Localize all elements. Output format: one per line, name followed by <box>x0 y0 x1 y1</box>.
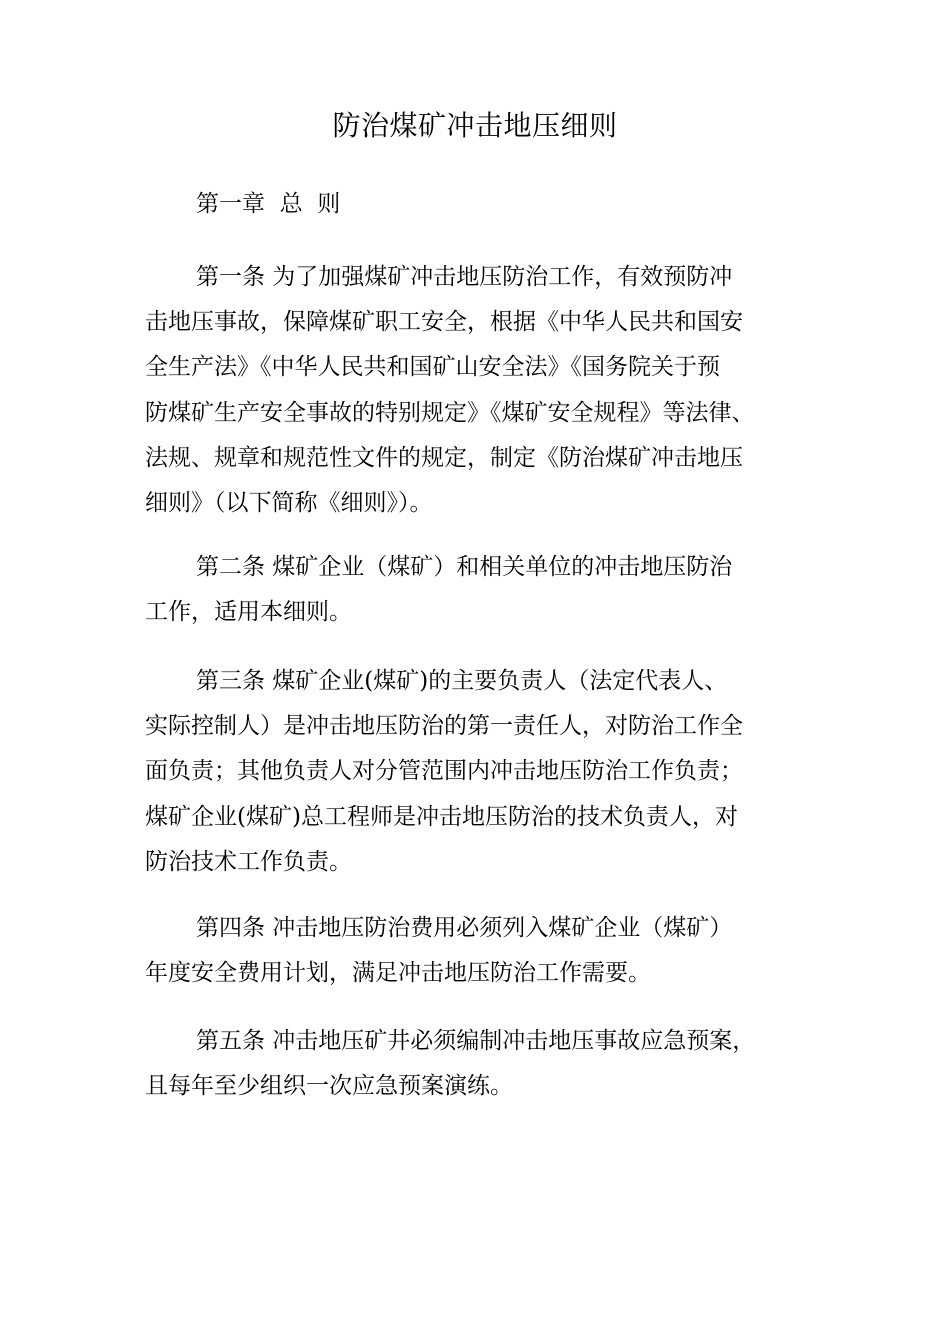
article-line: 第二条 煤矿企业（煤矿）和相关单位的冲击地压防治 <box>196 554 733 580</box>
article-3 <box>145 659 820 885</box>
article-line: 年度安全费用计划，满足冲击地压防治工作需要。 <box>145 960 651 987</box>
article-2 <box>145 545 820 635</box>
article-line: 全生产法》《中华人民共和国矿山安全法》《国务院关于预 <box>145 354 720 381</box>
article-line: 第四条 冲击地压防治费用必须列入煤矿企业（煤矿） <box>196 915 733 941</box>
article-line: 工作，适用本细则。 <box>145 599 352 626</box>
chapter-heading: 第一章 总 则 <box>196 191 341 217</box>
article-line: 细则》（以下简称《细则》）。 <box>145 489 433 516</box>
article-line: 击地压事故，保障煤矿职工安全，根据《中华人民共和国安 <box>145 309 743 336</box>
article-line: 防治技术工作负责。 <box>145 848 352 875</box>
article-5 <box>145 1019 820 1109</box>
article-line: 第三条 煤矿企业(煤矿)的主要负责人（法定代表人、 <box>196 668 728 694</box>
article-line: 防煤矿生产安全事故的特别规定》《煤矿安全规程》等法律、 <box>145 399 755 426</box>
article-4 <box>145 906 820 996</box>
article-line: 法规、规章和规范性文件的规定，制定《防治煤矿冲击地压 <box>145 444 743 471</box>
article-line: 第五条 冲击地压矿井必须编制冲击地压事故应急预案， <box>196 1028 756 1054</box>
article-line: 实际控制人）是冲击地压防治的第一责任人，对防治工作全 <box>145 713 743 740</box>
article-line: 且每年至少组织一次应急预案演练。 <box>145 1073 513 1100</box>
article-line: 第一条 为了加强煤矿冲击地压防治工作，有效预防冲 <box>196 264 733 290</box>
document-title: 防治煤矿冲击地压细则 <box>332 109 618 142</box>
article-line: 面负责；其他负责人对分管范围内冲击地压防治工作负责； <box>145 758 743 785</box>
article-line: 煤矿企业(煤矿)总工程师是冲击地压防治的技术负责人，对 <box>145 803 738 830</box>
article-1 <box>145 255 820 526</box>
